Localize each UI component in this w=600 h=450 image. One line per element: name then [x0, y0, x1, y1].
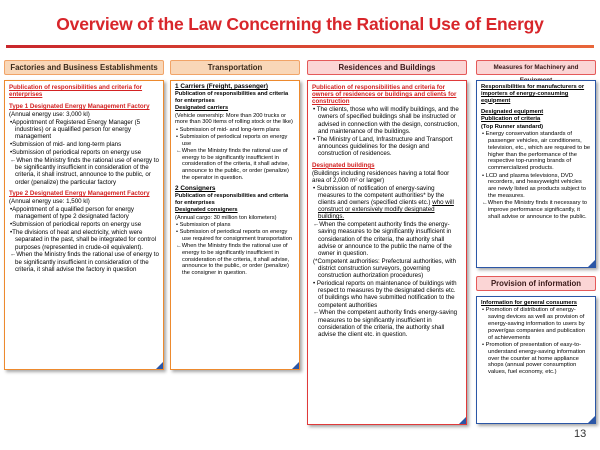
- consigners-title: 2 Consigners: [175, 185, 216, 192]
- consigners-item: • Submission of periodical reports on energy use required for consignment transportation: [176, 229, 293, 242]
- type2-item: ←When the Ministry finds the rational use of energy to be significantly insufficient in consideration of the criteria, it shall advise the factory in question: [10, 251, 159, 273]
- consigners-heading: Publication of responsibilities and criteria for enterprises: [175, 193, 289, 206]
- residences-item: ←When the competent authority finds the energy-saving measures to be significantly insufficient in consideration of the criteria, the authority shall advise or announce to the public the name of the owner in question.: [313, 221, 452, 258]
- header-transportation: Transportation: [170, 60, 300, 75]
- carriers-item: ←When the Ministry finds the rational use of energy to be significantly insufficient in consideration of the criteria, it shall advise, announce to the public, or order (penalize) the operator in question.: [176, 147, 290, 181]
- notification-text: • Submission of notification of energy-saving measures to the competent authorities* by the clients and owners (specified clients etc.): [313, 184, 445, 207]
- residences-item: • Periodical reports on maintenance of buildings with respect to measures by the designated clients etc. of buildings who have submitted notification to the competent authorities: [313, 280, 457, 309]
- designated-equipment: Designated equipment: [481, 108, 544, 115]
- residences-heading: Publication of responsibilities and criteria for owners of residences or buildings and clients for construction: [312, 84, 457, 106]
- residences-item: ←When the competent authority finds energy-saving measures to be significantly insufficient in consideration of the criteria, the authority shall advise the client etc. in question.: [313, 309, 458, 339]
- carriers-title: 1 Carriers (Freight, passenger): [175, 83, 269, 90]
- consigners-note: (Annual cargo: 30 million ton kilometers): [175, 214, 277, 221]
- notification-item: [312, 185, 462, 221]
- panel-corner-fold: [291, 361, 300, 370]
- residences-panel: [307, 80, 467, 425]
- information-item: • Promotion of distribution of energy-saving devices as well as provision of energy-saving information to users by power/gas companies and publication of achievements: [482, 307, 585, 341]
- factories-panel: [4, 80, 164, 370]
- panel-corner-fold: [587, 415, 596, 424]
- type2-item: •Submission of periodical reports on energy use: [10, 221, 142, 229]
- residences-item: • The Ministry of Land, Infrastructure and Transport announces guidelines for the design and construction of residences.: [313, 135, 453, 158]
- designated-buildings-title: Designated buildings: [312, 161, 375, 169]
- carriers-item: • Submission of periodical reports on energy use: [176, 133, 288, 147]
- transportation-panel: [170, 80, 300, 370]
- type1-usage: (Annual energy use: 3,000 kl): [9, 110, 90, 118]
- carriers-heading: Publication of responsibilities and criteria for enterprises: [175, 91, 289, 104]
- information-item: • Promotion of presentation of easy-to-understand energy-saving information over the counter at home appliance shops (annual power consumption values, fuel economy, etc.): [482, 341, 586, 376]
- information-panel: [476, 296, 596, 424]
- type1-item: ←When the Ministry finds the rational use of energy to be significantly insufficient in consideration of the criteria, it shall instruct, announce to the public, or order (penalize) the particular factory: [10, 156, 159, 186]
- information-heading: Information for general consumers: [481, 300, 577, 306]
- notification-underlined: who will construct or extensively modify designated buildings.: [318, 199, 454, 221]
- header-residences: Residences and Buildings: [307, 60, 467, 75]
- page-number: 13: [574, 428, 587, 440]
- factories-heading: Publication of responsibilities and criteria for enterprises: [9, 84, 143, 99]
- machinery-item: ←When the Ministry finds it necessary to improve performance significantly, it shall advise or announce to the public.: [482, 200, 588, 220]
- header-machinery: Measures for Machinery and: [476, 60, 596, 75]
- publication-of-criteria: Publication of criteria: [481, 116, 541, 123]
- type2-item: •The divisions of heat and electricity, which were separated in the past, shall be integrated for control purposes (represented in crude-oil equivalent).: [10, 229, 157, 251]
- residences-item: (*Competent authorities: Prefectural authorities, with district construction surveyors, governing construction authorization procedures): [313, 257, 457, 280]
- consigners-item: • Submission of plans: [176, 221, 231, 228]
- type2-usage: (Annual energy use: 1,500 kl): [9, 198, 90, 206]
- header-factories: Factories and Business Establishments: [4, 60, 164, 75]
- machinery-panel: [476, 80, 596, 268]
- page-title: Overview of the Law Concerning the Rational Use of Energy: [56, 14, 544, 34]
- panel-corner-fold: [458, 416, 467, 425]
- type1-title: Type 1 Designated Energy Management Factory: [9, 103, 150, 111]
- panel-corner-fold: [155, 361, 164, 370]
- machinery-item: • LCD and plasma televisions, DVD recorders, and heavyweight vehicles are newly listed as products subject to the measures.: [482, 172, 586, 199]
- type2-item: •Appointment of a qualified person for energy management of type 2 designated factory: [10, 206, 134, 221]
- designated-consigners: Designated consigners: [175, 207, 238, 214]
- carriers-item: • Submission of mid- and long-term plans: [176, 126, 280, 133]
- type1-item: •Submission of periodical reports on energy use: [10, 148, 142, 156]
- consigners-item: ←When the Ministry finds the rational use of energy to be significantly insufficient in consideration of the criteria, it shall advise, announce to the public, or order (penalize) the consigner in question.: [176, 243, 290, 276]
- machinery-heading: Responsibilities for manufacturers or importers of energy-consuming equipment: [481, 84, 585, 104]
- designated-buildings-note: (Buildings including residences having a total floor area of 2,000 m² or larger): [312, 169, 450, 184]
- type1-item: •Appointment of Registered Energy Manager (5 industries) or a qualified person for energy management: [10, 118, 141, 141]
- type2-title: Type 2 Designated Energy Management Factory: [9, 190, 150, 198]
- designated-carriers: Designated carriers: [175, 105, 229, 112]
- type1-item: •Submission of mid- and long-term plans: [10, 141, 122, 149]
- machinery-item: • Energy conservation standards of passenger vehicles, air conditioners, television, etc., which are required to be higher than the performance of the respective top-running brands of commercialized products.: [482, 131, 591, 172]
- title-underline: [6, 45, 594, 48]
- header-information: Provision of information: [476, 276, 596, 291]
- carriers-note: (Vehicle ownership: More than 200 trucks or more than 300 items of rolling stock or the like): [175, 112, 293, 126]
- residences-item: • The clients, those who will modify buildings, and the owners of specified buildings shall be instructed or advised in connection with the design, construction, and maintenance of the buildings.: [313, 106, 460, 135]
- top-runner-standard: (Top Runner standard): [481, 123, 544, 130]
- panel-corner-fold: [587, 259, 596, 268]
